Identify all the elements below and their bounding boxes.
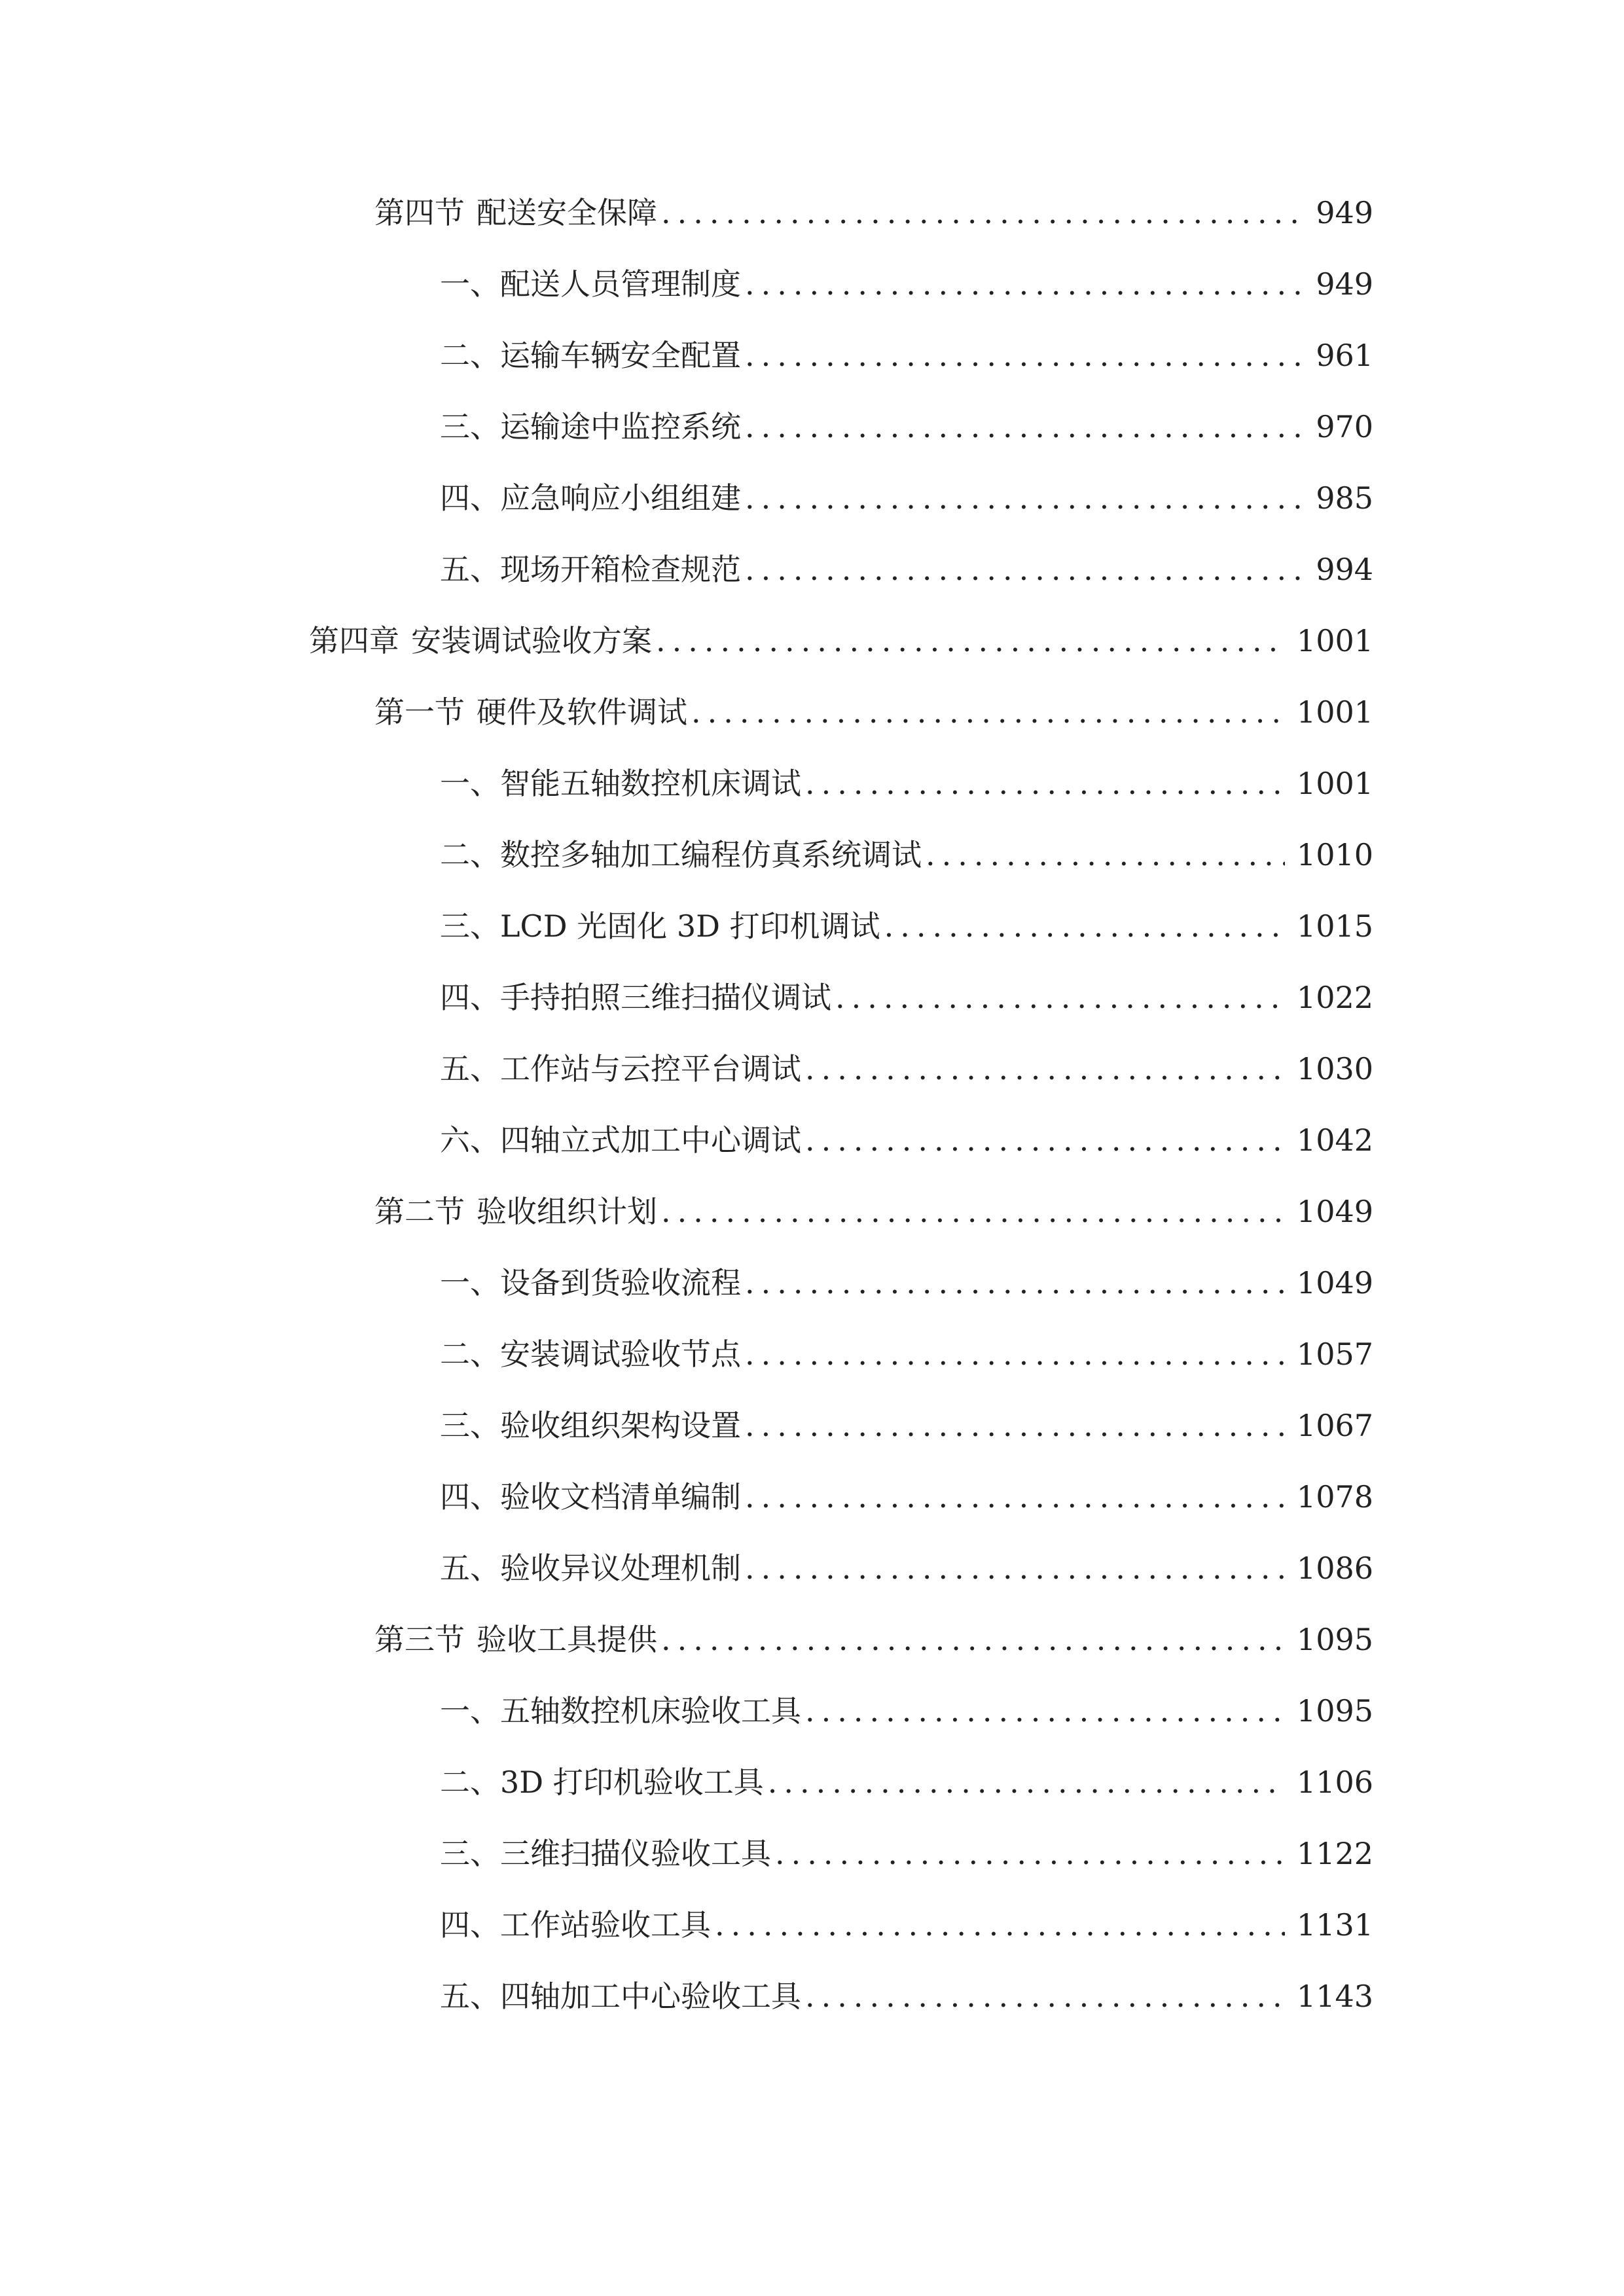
dot-leader <box>741 332 1304 378</box>
toc-entry-page: 1015 <box>1296 908 1373 944</box>
toc-entry-page: 1049 <box>1296 1194 1373 1229</box>
toc-entry-number: 五、 <box>440 1979 500 2014</box>
toc-entry-title: 五轴数控机床验收工具 <box>500 1693 801 1729</box>
toc-entry[interactable] <box>374 190 1373 236</box>
toc-entry-page: 1106 <box>1296 1765 1373 1800</box>
dot-leader <box>687 689 1285 735</box>
toc-entry[interactable] <box>440 1902 1373 1948</box>
toc-entry[interactable] <box>440 1759 1373 1805</box>
toc-entry-title: 安装调试验收节点 <box>500 1336 741 1372</box>
toc-entry-title: 手持拍照三维扫描仪调试 <box>500 980 831 1015</box>
toc-entry[interactable] <box>440 975 1373 1020</box>
toc-entry-page: 1001 <box>1296 694 1373 730</box>
toc-entry-page: 970 <box>1316 409 1373 444</box>
toc-entry-number: 一、 <box>440 266 500 302</box>
dot-leader <box>741 1260 1285 1306</box>
toc-entry-page: 985 <box>1316 480 1373 516</box>
toc-entry[interactable] <box>309 618 1373 664</box>
toc-entry-page: 1022 <box>1296 980 1373 1015</box>
toc-entry-page: 1095 <box>1296 1693 1373 1729</box>
toc-entry-page: 1131 <box>1296 1907 1373 1943</box>
toc-entry-number: 二、 <box>440 1336 500 1372</box>
toc-entry-number: 五、 <box>440 1551 500 1586</box>
toc-entry-title: 运输途中监控系统 <box>500 409 741 444</box>
toc-entry-title: 验收组织架构设置 <box>500 1408 741 1443</box>
toc-entry[interactable] <box>440 1688 1373 1734</box>
toc-entry-title: 四轴加工中心验收工具 <box>500 1979 801 2014</box>
dot-leader <box>741 475 1304 521</box>
toc-entry[interactable] <box>374 1617 1373 1662</box>
toc-entry[interactable] <box>440 1117 1373 1163</box>
dot-leader <box>711 1902 1285 1948</box>
dot-leader <box>764 1759 1285 1805</box>
dot-leader <box>741 1545 1285 1591</box>
toc-entry[interactable] <box>374 689 1373 735</box>
toc-entry-page: 1078 <box>1296 1479 1373 1515</box>
toc-entry-number: 四、 <box>440 980 500 1015</box>
toc-entry-page: 1057 <box>1296 1336 1373 1372</box>
toc-entry-title: 配送人员管理制度 <box>500 266 741 302</box>
toc-entry[interactable] <box>440 832 1373 878</box>
dot-leader <box>657 190 1304 236</box>
toc-entry-number: 第四节 <box>374 195 465 230</box>
toc-entry-number: 一、 <box>440 1693 500 1729</box>
dot-leader <box>801 761 1285 806</box>
toc-entry-page: 1095 <box>1296 1622 1373 1657</box>
toc-entry-page: 1042 <box>1296 1122 1373 1158</box>
toc-entry-page: 1030 <box>1296 1051 1373 1086</box>
toc-entry-number: 第四章 <box>309 623 399 658</box>
toc-entry-page: 949 <box>1316 195 1373 230</box>
toc-entry-title: 四轴立式加工中心调试 <box>500 1122 801 1158</box>
toc-entry[interactable] <box>440 404 1373 450</box>
toc-entry-page: 1001 <box>1296 766 1373 801</box>
toc-entry-number: 四、 <box>440 480 500 516</box>
dot-leader <box>831 975 1285 1020</box>
toc-entry[interactable] <box>440 547 1373 592</box>
dot-leader <box>657 1189 1285 1234</box>
toc-entry-page: 994 <box>1316 552 1373 587</box>
toc-entry-number: 二、 <box>440 837 500 872</box>
toc-entry-number: 二、 <box>440 338 500 373</box>
dot-leader <box>880 903 1285 949</box>
toc-entry[interactable] <box>440 1260 1373 1306</box>
dot-leader <box>922 832 1285 878</box>
toc-entry-title: 智能五轴数控机床调试 <box>500 766 801 801</box>
toc-entry-title: 验收文档清单编制 <box>500 1479 741 1515</box>
toc-entry[interactable] <box>440 261 1373 307</box>
dot-leader <box>652 618 1285 664</box>
toc-entry-title: 安装调试验收方案 <box>411 623 652 658</box>
toc-entry[interactable] <box>440 475 1373 521</box>
toc-entry-page: 1001 <box>1296 623 1373 658</box>
toc-entry-title: 工作站与云控平台调试 <box>500 1051 801 1086</box>
toc-entry-number: 四、 <box>440 1479 500 1515</box>
dot-leader <box>741 404 1304 450</box>
toc-entry-page: 1143 <box>1296 1979 1373 2014</box>
toc-entry-number: 四、 <box>440 1907 500 1943</box>
toc-entry-title: 验收工具提供 <box>477 1622 657 1657</box>
toc-entry-number: 五、 <box>440 1051 500 1086</box>
toc-entry[interactable] <box>440 1831 1373 1876</box>
dot-leader <box>741 1403 1285 1448</box>
toc-entry[interactable] <box>440 1331 1373 1377</box>
dot-leader <box>741 547 1304 592</box>
toc-entry-number: 五、 <box>440 552 500 587</box>
toc-entry-number: 第一节 <box>374 694 465 730</box>
toc-entry-page: 949 <box>1316 266 1373 302</box>
toc-entry[interactable] <box>440 1973 1373 2019</box>
dot-leader <box>741 261 1304 307</box>
dot-leader <box>741 1331 1285 1377</box>
toc-entry-title: 设备到货验收流程 <box>500 1265 741 1300</box>
toc-entry[interactable] <box>440 1046 1373 1092</box>
toc-entry-title: 验收异议处理机制 <box>500 1551 741 1586</box>
toc-entry[interactable] <box>374 1189 1373 1234</box>
toc-entry-title: 三维扫描仪验收工具 <box>500 1836 771 1871</box>
toc-entry[interactable] <box>440 761 1373 806</box>
dot-leader <box>801 1046 1285 1092</box>
toc-entry-number: 第二节 <box>374 1194 465 1229</box>
toc-entry-title: 运输车辆安全配置 <box>500 338 741 373</box>
toc-entry-title: 工作站验收工具 <box>500 1907 711 1943</box>
toc-entry[interactable] <box>440 1545 1373 1591</box>
toc-entry[interactable] <box>440 332 1373 378</box>
toc-entry-number: 二、 <box>440 1765 500 1800</box>
dot-leader <box>657 1617 1285 1662</box>
dot-leader <box>771 1831 1285 1876</box>
dot-leader <box>801 1973 1285 2019</box>
toc-entry-number: 三、 <box>440 1408 500 1443</box>
toc-entry-number: 第三节 <box>374 1622 465 1657</box>
toc-entry-page: 1122 <box>1296 1836 1373 1871</box>
dot-leader <box>801 1117 1285 1163</box>
toc-entry-number: 三、 <box>440 409 500 444</box>
toc-entry[interactable] <box>440 1403 1373 1448</box>
toc-entry-number: 一、 <box>440 1265 500 1300</box>
dot-leader <box>801 1688 1285 1734</box>
toc-entry-title: 应急响应小组组建 <box>500 480 741 516</box>
dot-leader <box>741 1474 1285 1520</box>
toc-entry-page: 1049 <box>1296 1265 1373 1300</box>
toc-entry-number: 六、 <box>440 1122 500 1158</box>
toc-entry-title: 数控多轴加工编程仿真系统调试 <box>500 837 922 872</box>
toc-entry-page: 1010 <box>1296 837 1373 872</box>
toc-entry-title: LCD 光固化 3D 打印机调试 <box>500 908 880 944</box>
toc-entry-page: 1086 <box>1296 1551 1373 1586</box>
toc-entry-title: 硬件及软件调试 <box>477 694 687 730</box>
toc-entry-title: 配送安全保障 <box>477 195 657 230</box>
toc-entry-title: 现场开箱检查规范 <box>500 552 741 587</box>
toc-entry-number: 三、 <box>440 1836 500 1871</box>
toc-entry[interactable] <box>440 1474 1373 1520</box>
toc-entry-number: 一、 <box>440 766 500 801</box>
toc-entry-number: 三、 <box>440 908 500 944</box>
toc-entry[interactable] <box>440 903 1373 949</box>
toc-entry-title: 3D 打印机验收工具 <box>500 1765 764 1800</box>
toc-entry-page: 961 <box>1316 338 1373 373</box>
toc-entry-title: 验收组织计划 <box>477 1194 657 1229</box>
toc-entry-page: 1067 <box>1296 1408 1373 1443</box>
